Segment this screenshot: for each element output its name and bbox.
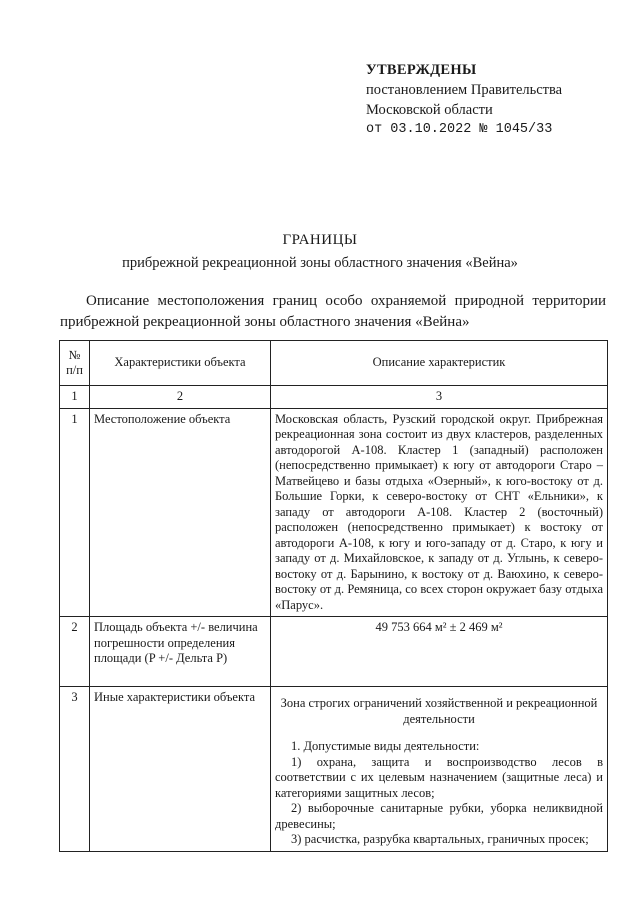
approval-line-2: Московской области [366,102,493,118]
row-number: 2 [60,617,90,687]
list-item: 3) расчистка, разрубка квартальных, граничных просек; [291,832,589,846]
row-number: 3 [60,687,90,852]
approval-line-1: постановлением Правительства [366,82,563,98]
row-characteristic: Иные характеристики объекта [90,687,271,852]
row-characteristic: Площадь объекта +/- величина погрешности определения площади (P +/- Дельта P) [90,617,271,687]
description-heading: Описание местоположения границ особо охраняемой природной территории прибрежной рекреационной зоны областного значения «Вейна» [60,293,606,330]
table-row [60,617,608,687]
row-description: 49 753 664 м² ± 2 469 м² [271,617,608,687]
header-characteristic: Характеристики объекта [90,341,271,386]
characteristics-table [59,340,608,852]
approval-block [366,60,626,140]
table-header-row [60,341,608,386]
approval-date-number: от 03.10.2022 № 1045/33 [366,122,553,137]
row-characteristic: Местоположение объекта [90,408,271,617]
header-description: Описание характеристик [271,341,608,386]
table-row [60,408,608,617]
table-index-row [60,386,608,409]
header-number: № п/п [60,341,90,386]
permitted-activities-list [275,739,603,848]
list-item: 1) охрана, защита и воспроизводство лесов в соответствии с их целевым назначением (защитные леса) и категориями защитных лесов; [275,754,603,800]
approval-heading: УТВЕРЖДЕНЫ [366,62,477,78]
list-item: 1. Допустимые виды деятельности: [291,739,480,753]
zone-title: Зона строгих ограничений хозяйственной и рекреационной деятельности [280,696,598,726]
document-title: ГРАНИЦЫ [282,232,358,248]
row-description: Московская область, Рузский городской округ. Прибрежная рекреационная зона состоит из двух кластеров, разделенных автодорогой А-108. Кластер 1 (западный) расположен (непосредственно примыкает) к югу от автодороги Старо – Матвейцево и базы отдыха «Озерный», к юго-востоку от д. Большие Горки, к северо-востоку от СНТ «Ельники», к западу от автодороги А-108. Кластер 2 (восточный) расположен (непосредственно примыкает) к востоку от автодороги А-108, к югу и юго-западу от д. Старо, к югу и западу от д. Михайловское, к западу от д. Углынь, к северо-востоку от д. Барынино, к востоку от д. Ваюхино, к северо-востоку от д. Ремяница, со всех сторон окружает базу отдыха «Парус». [271,408,608,617]
table-row [60,687,608,852]
index-cell: 1 [60,386,90,409]
index-cell: 3 [271,386,608,409]
list-item: 2) выборочные санитарные рубки, уборка неликвидной древесины; [275,801,603,831]
document-subtitle: прибрежной рекреационной зоны областного значения «Вейна» [122,255,518,271]
row-description [271,687,608,852]
index-cell: 2 [90,386,271,409]
row-number: 1 [60,408,90,617]
